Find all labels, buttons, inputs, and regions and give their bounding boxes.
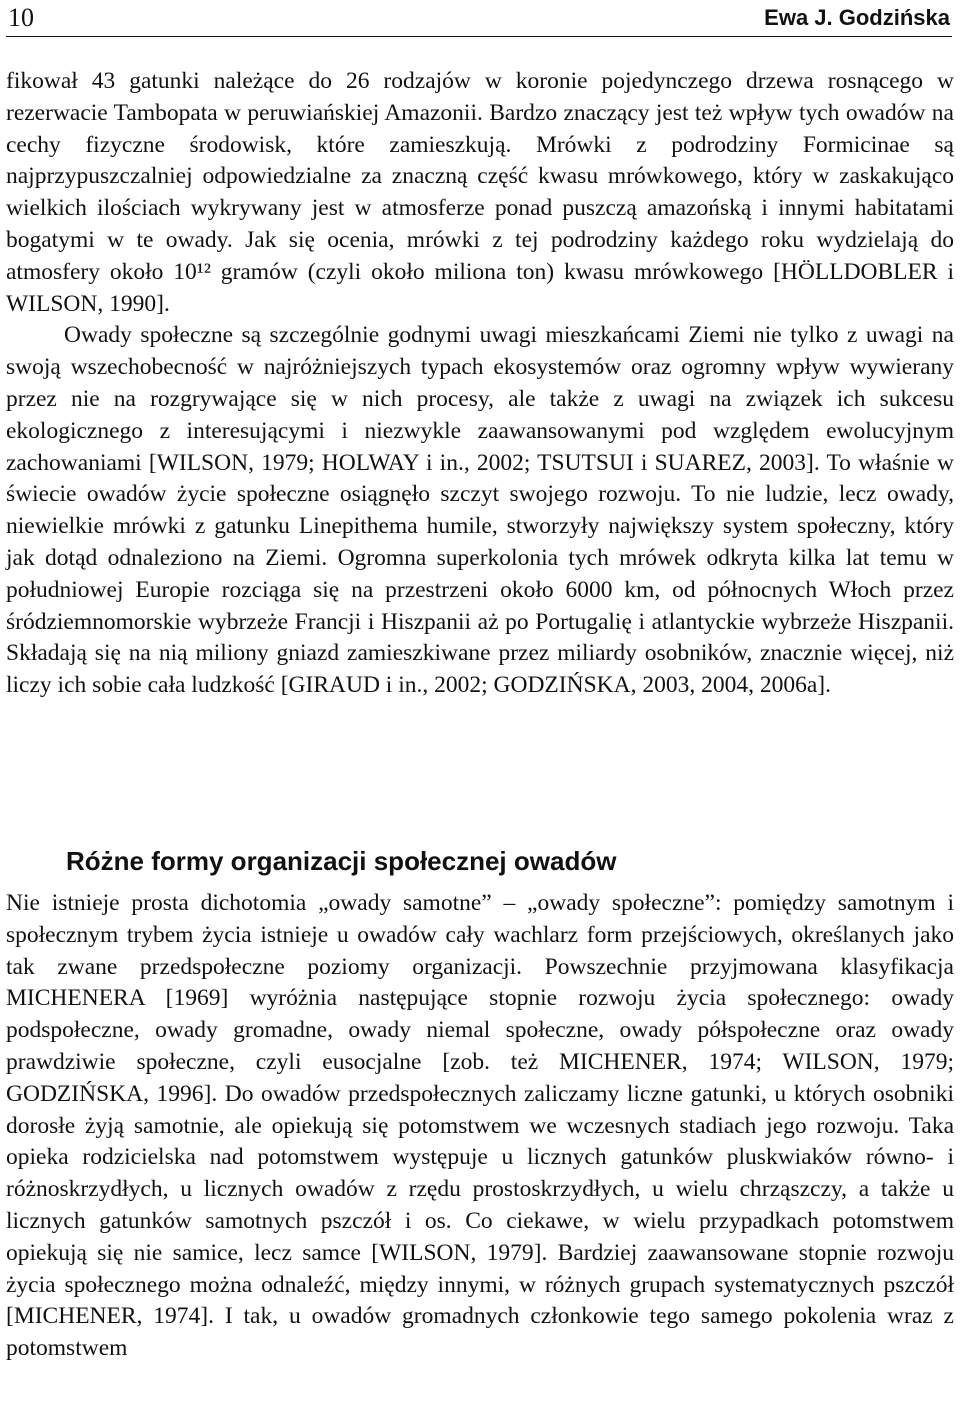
- paragraph: fikował 43 gatunki należące do 26 rodzajów w koronie pojedynczego drzewa rosnącego w rezerwacie Tambopata w peruwiańskiej Amazonii. Bardzo znaczący jest też wpływ tych owadów na cechy fizyczne środowisk, które zamieszkują. Mrówki z podrodziny Formicinae są najprzypuszczalniej odpowiedzialne za znaczną część kwasu mrówkowego, który w zaskakująco wielkich ilościach wykrywany jest w atmosferze ponad puszczą amazońską i innymi habitatami bogatymi w te owady. Jak się ocenia, mrówki z tej podrodziny każdego roku wydzielają do atmosfery około 10¹² gramów (czyli około miliona ton) kwasu mrówkowego [HÖLLDOBLER i WILSON, 1990].: [6, 68, 954, 317]
- page-number: 10: [8, 3, 34, 32]
- main-text: [6, 66, 954, 702]
- running-head-author: Ewa J. Godzińska: [764, 5, 950, 30]
- page-header: [6, 0, 952, 37]
- section-title: Różne formy organizacji społecznej owadów: [66, 846, 617, 876]
- section-paragraph: Nie istnieje prosta dichotomia „owady samotne” – „owady społeczne”: pomiędzy samotnym i społecznym trybem życia istnieje u owadów cały wachlarz form przejściowych, określanych jako tak zwane przedspołeczne poziomy organizacji. Powszechnie przyjmowana klasyfikacja MICHENERA [1969] wyróżnia następujące stopnie rozwoju życia społecznego: owady podspołeczne, owady gromadne, owady niemal społeczne, owady półspołeczne oraz owady prawdziwie społeczne, czyli eusocjalne [zob. też MICHENER, 1974; WILSON, 1979; GODZIŃSKA, 1996]. Do owadów przedspołecznych zaliczamy liczne gatunki, u których osobniki dorosłe żyją samotnie, ale opiekują się potomstwem we wczesnych stadiach jego rozwoju. Taka opieka rodzicielska nad potomstwem występuje u licznych gatunków pluskwiaków równo- i różnoskrzydłych, u licznych owadów z rzędu prostoskrzydłych, u wielu chrząszczy, a także u licznych gatunków samotnych pszczół i os. Co ciekawe, w wielu przypadkach potomstwem opiekują się nie samice, lecz samce [WILSON, 1979]. Bardziej zaawansowane stopnie rozwoju życia społecznego można odnaleźć, między innymi, w różnych grupach systematycznych pszczół [MICHENER, 1974]. I tak, u owadów gromadnych członkowie tego samego pokolenia wraz z potomstwem: [6, 890, 954, 1362]
- paragraph: Owady społeczne są szczególnie godnymi uwagi mieszkańcami Ziemi nie tylko z uwagi na swoją wszechobecność w najróżniejszych typach ekosystemów oraz ogromny wpływ wywierany przez nie na rozgrywające się w nich procesy, ale także z uwagi na związek ich sukcesu ekologicznego z interesującymi i niezwykle zaawansowanymi pod względem ewolucyjnym zachowaniami [WILSON, 1979; HOLWAY i in., 2002; TSUTSUI i SUAREZ, 2003]. To właśnie w świecie owadów życie społeczne osiągnęło szczyt swojego rozwoju. To nie ludzie, lecz owady, niewielkie mrówki z gatunku Linepithema humile, stworzyły największy system społeczny, który jak dotąd odnaleziono na Ziemi. Ogromna superkolonia tych mrówek odkryta kilka lat temu w południowej Europie rozciąga się na przestrzeni około 6000 km, od północnych Włoch przez śródziemnomorskie wybrzeże Francji i Hiszpanii aż po Portugalię i atlantyckie wybrzeże Hiszpanii. Składają się na nią miliony gniazd zamieszkiwane przez miliardy osobników, znacznie więcej, niż liczy ich sobie cała ludzkość [GIRAUD i in., 2002; GODZIŃSKA, 2003, 2004, 2006a].: [6, 322, 954, 699]
